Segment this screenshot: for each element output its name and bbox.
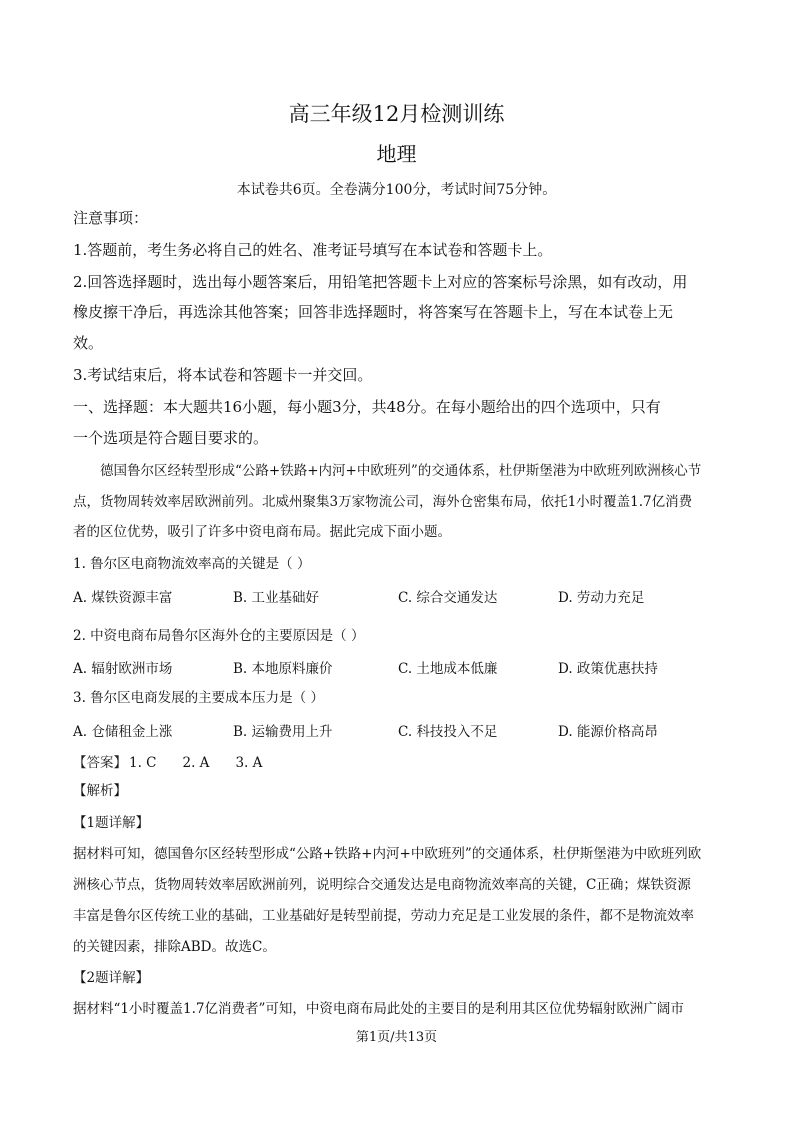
notice-item: 效。 <box>73 334 104 352</box>
analysis-line: 的关键因素，排除ABD。故选C。 <box>73 939 276 955</box>
notice-heading: 注意事项： <box>73 209 149 227</box>
option-d: D. 政策优惠扶持 <box>558 661 658 677</box>
analysis-tag: 【解析】 <box>73 783 127 799</box>
notice-item: 1.答题前，考生务必将自己的姓名、准考证号填写在本试卷和答题卡上。 <box>73 241 553 259</box>
answer-value: 3. A <box>235 755 263 771</box>
passage-line: 者的区位优势，吸引了许多中资电商布局。据此完成下面小题。 <box>73 524 451 540</box>
page-title: 高三年级12月检测训练 <box>288 102 505 126</box>
option-d: D. 能源价格高昂 <box>558 724 658 740</box>
option-b: B. 本地原料廉价 <box>233 661 333 677</box>
notice-item: 2.回答选择题时，选出每小题答案后，用铅笔把答题卡上对应的答案标号涂黑，如有改动，用 <box>73 273 688 291</box>
question-options <box>73 657 723 679</box>
question-stem: 3. 鲁尔区电商发展的主要成本压力是（ ） <box>73 690 324 706</box>
subject-title: 地理 <box>376 142 417 166</box>
analysis-q1-tag: 【1题详解】 <box>73 815 150 831</box>
section-instruction: 一个选项是符合题目要求的。 <box>73 429 269 447</box>
option-d: D. 劳动力充足 <box>558 590 645 606</box>
passage-line: 点，货物周转效率居欧洲前列。北威州聚集3万家物流公司，海外仓密集布局，依托1小时覆盖1.7亿消费 <box>73 494 693 510</box>
passage-line: 德国鲁尔区经转型形成“公路+铁路+内河+中欧班列”的交通体系，杜伊斯堡港为中欧班列欧洲核心节 <box>100 463 702 479</box>
option-b: B. 工业基础好 <box>233 590 320 606</box>
page-footer: 第1页/共13页 <box>355 1030 438 1045</box>
option-c: C. 综合交通发达 <box>398 590 498 606</box>
analysis-q2-tag: 【2题详解】 <box>73 970 150 986</box>
section-instruction: 一、选择题：本大题共16小题，每小题3分，共48分。在每小题给出的四个选项中，只有 <box>73 398 661 416</box>
notice-item: 橡皮擦干净后，再选涂其他答案；回答非选择题时，将答案写在答题卡上，写在本试卷上无 <box>73 303 674 321</box>
analysis-line: 洲核心节点，货物周转效率居欧洲前列，说明综合交通发达是电商物流效率高的关键，C正确；煤铁资源 <box>73 877 691 893</box>
question-options <box>73 720 723 742</box>
option-a: A. 煤铁资源丰富 <box>73 590 173 606</box>
option-a: A. 仓储租金上涨 <box>73 724 173 740</box>
option-c: C. 土地成本低廉 <box>398 661 498 677</box>
option-a: A. 辐射欧洲市场 <box>73 661 173 677</box>
answer-line <box>73 751 262 771</box>
answer-value: 2. A <box>182 755 210 771</box>
option-c: C. 科技投入不足 <box>398 724 498 740</box>
question-stem: 1. 鲁尔区电商物流效率高的关键是（ ） <box>73 556 311 572</box>
question-options <box>73 586 723 608</box>
analysis-line: 丰富是鲁尔区传统工业的基础，工业基础好是转型前提，劳动力充足是工业发展的条件，都不是物流效率 <box>73 908 694 924</box>
question-stem: 2. 中资电商布局鲁尔区海外仓的主要原因是（ ） <box>73 628 365 644</box>
notice-item: 3.考试结束后，将本试卷和答题卡一并交回。 <box>73 366 373 384</box>
analysis-line: 据材料可知，德国鲁尔区经转型形成“公路+铁路+内河+中欧班列”的交通体系，杜伊斯堡港为中欧班列欧 <box>73 846 702 862</box>
analysis-line: 据材料“1小时覆盖1.7亿消费者”可知，中资电商布局此处的主要目的是利用其区位优势辐射欧洲广阔市 <box>73 1001 684 1017</box>
exam-meta: 本试卷共6页。全卷满分100分，考试时间75分钟。 <box>236 182 557 198</box>
answer-value: 1. C <box>129 755 157 771</box>
answer-tag: 【答案】 <box>73 755 127 771</box>
option-b: B. 运输费用上升 <box>233 724 333 740</box>
